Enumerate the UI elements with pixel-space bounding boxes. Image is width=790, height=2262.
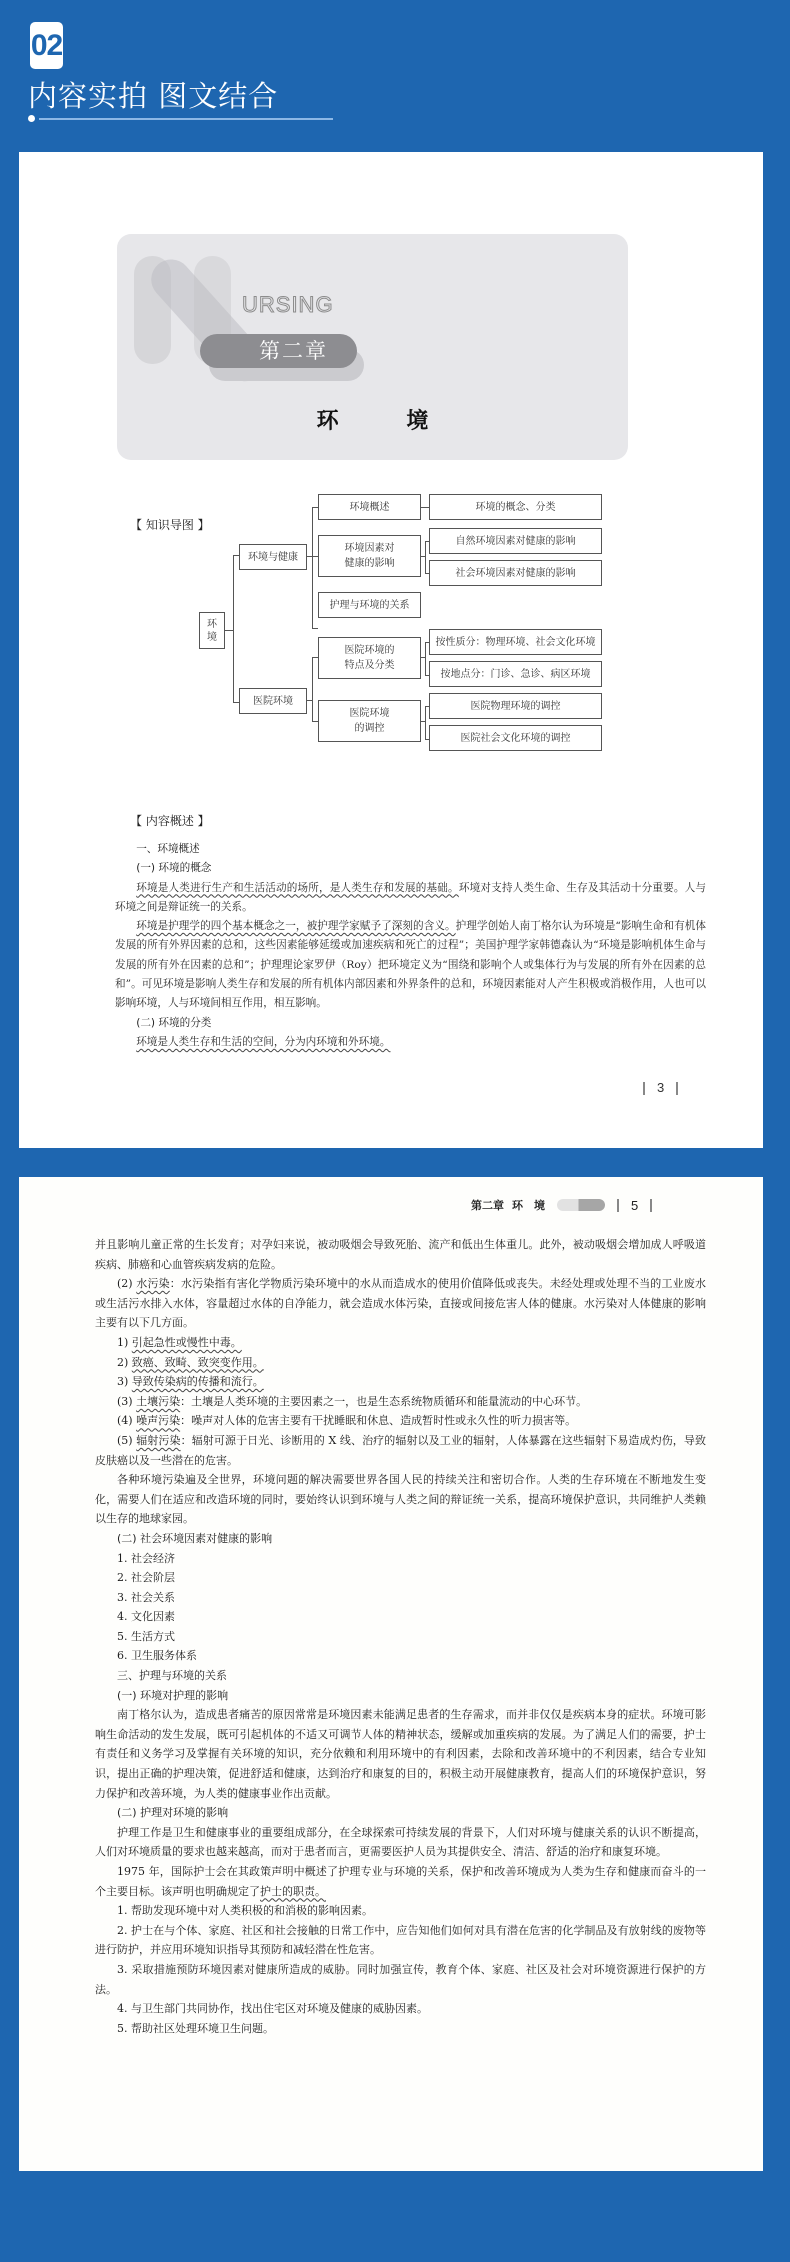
paragraph: 1975 年，国际护士会在其政策声明中概述了护理专业与环境的关系，保护和改善环境成为人类为生存和健康而奋斗的一个主要目标。该声明也明确规定了护士的职责。 (95, 1865, 706, 1898)
highlighted-text: 环境是人类生存和生活的空间，分为内环境和外环境。 (136, 1035, 391, 1048)
mindmap-label: 【 知识导图 】 (130, 518, 210, 532)
heading-level1: 一、环境概述 (136, 843, 200, 855)
paragraph: (5) 辐射污染：辐射可源于日光、诊断用的 X 线、治疗的辐射以及工业的辐射，人体暴露在这些辐射下易造成灼伤，导致皮肤癌以及一些潜在的危害。 (95, 1433, 707, 1467)
paragraph: (3) 土壤污染：土壤是人类环境的主要因素之一，也是生态系统物质循环和能量流动的中心环节。 (117, 1394, 588, 1408)
mindmap-node: 环境因素对健康的影响 (318, 535, 421, 577)
list-item: 6. 卫生服务体系 (117, 1649, 197, 1663)
book-page-3 (19, 152, 763, 1148)
mindmap-leaf: 自然环境因素对健康的影响 (429, 528, 602, 554)
list-item: 1. 社会经济 (117, 1551, 175, 1565)
connector (312, 628, 318, 629)
overview-body (115, 840, 706, 1052)
mindmap-leaf: 按性质分：物理环境、社会文化环境 (429, 629, 602, 655)
list-item: 4. 文化因素 (117, 1610, 175, 1624)
list-item: 1. 帮助发现环境中对人类积极的和消极的影响因素。 (117, 1904, 373, 1918)
list-item: 3. 采取措施预防环境因素对健康所造成的威胁。同时加强宣传，教育个体、家庭、社区及社会对环境资源进行保护的方法。 (95, 1962, 706, 1996)
heading-level2: (一) 环境对护理的影响 (117, 1688, 229, 1702)
connector (425, 541, 426, 573)
connector (421, 721, 425, 722)
mindmap-branch: 医院环境 (239, 688, 307, 714)
title-underline (39, 118, 333, 120)
list-item: 2. 护士在与个体、家庭、社区和社会接触的日常工作中，应告知他们如何对具有潜在危害的化学制品及有放射线的废物等进行防护，并应用环境知识指导其预防和减轻潜在性危害。 (95, 1923, 706, 1957)
mindmap-leaf: 按地点分：门诊、急诊、病区环境 (429, 661, 602, 687)
highlighted-text: 护士的职责。 (260, 1884, 326, 1898)
header-tab-graphic (557, 1199, 605, 1211)
paragraph: (4) 噪声污染：噪声对人体的危害主要有干扰睡眠和休息、造成暂时性或永久性的听力损害等。 (117, 1414, 577, 1428)
list-item: 3) 导致传染病的传播和流行。 (117, 1375, 264, 1389)
chapter-title: 环 境 (316, 409, 459, 434)
list-item: 2) 致癌、致畸、致突变作用。 (117, 1355, 264, 1369)
mindmap-leaf: 医院社会文化环境的调控 (429, 725, 602, 751)
highlighted-text: 环境是护理学的四个基本概念之一，被护理学家赋予了深刻的含义。 (136, 920, 456, 933)
divider (676, 1082, 678, 1095)
mindmap-root: 环境 (199, 612, 225, 649)
mindmap-node: 护理与环境的关系 (318, 592, 421, 618)
section-number-badge: 02 (30, 22, 63, 69)
list-item: 5. 帮助社区处理环境卫生问题。 (117, 2021, 274, 2035)
paragraph: 并且影响儿童正常的生长发育；对孕妇来说，被动吸烟会导致死胎、流产和低出生体重儿。此外，被动吸烟会增加成人呼吸道疾病、肺癌和心血管疾病发病的危险。 (95, 1238, 706, 1271)
paragraph: (2) 水污染：水污染指有害化学物质污染环境中的水从而造成水的使用价值降低或丧失。未经处理或处理不当的工业废水或生活污水排入水体，容量超过水体的自净能力，就会造成水体污染，直接或间接危害人体的健康。水污染对人体健康的影响主要有以下几方面。 (95, 1277, 707, 1330)
heading-level1: 三、护理与环境的关系 (117, 1669, 227, 1683)
list-item: 2. 社会阶层 (117, 1571, 175, 1585)
connector (225, 630, 233, 631)
chapter-label: 第二章 (200, 334, 357, 368)
mindmap-leaf: 环境的概念、分类 (429, 494, 602, 520)
heading-level2: (二) 社会环境因素对健康的影响 (117, 1531, 273, 1545)
paragraph: 环境是护理学的四个基本概念之一，被护理学家赋予了深刻的含义。护理学创始人南丁格尔认为环境是“影响生命和有机体发展的所有外界因素的总和，这些因素能够延缓或加速疾病和死亡的过程”；美国护理学家韩德森认为“环境是影响机体生命与发展的所有外在因素的总和”；护理理论家罗伊（Roy）把环境定义为“围绕和影响个人或集体行为与发展的所有外在因素的总和”。可见环境是影响人类生存和发展的所有机体内部因素和外界条件的总和，环境因素能对人产生积极或消极作用，人也可以影响环境，人与环境间相互作用，相互影响。 (115, 920, 706, 1010)
connector (312, 507, 313, 628)
mindmap-node: 医院环境的特点及分类 (318, 637, 421, 679)
mindmap-leaf: 医院物理环境的调控 (429, 693, 602, 719)
heading-level2: (二) 护理对环境的影响 (117, 1806, 229, 1820)
chapter-banner (117, 234, 628, 460)
divider (643, 1082, 645, 1095)
connector (233, 555, 234, 703)
list-item: 4. 与卫生部门共同协作，找出住宅区对环境及健康的威胁因素。 (117, 2002, 428, 2016)
paragraph: 环境是人类进行生产和生活活动的场所，是人类生存和发展的基础。环境对支持人类生命、生存及其活动十分重要。人与环境之间是辩证统一的关系。 (115, 881, 706, 913)
heading-level2: (二) 环境的分类 (136, 1016, 212, 1029)
list-item: 3. 社会关系 (117, 1590, 175, 1604)
book-page-5 (19, 1177, 763, 2171)
connector (312, 657, 313, 721)
paragraph: 护理工作是卫生和健康事业的重要组成部分，在全球探索可持续发展的背景下，人们对环境与健康关系的认识不断提高，人们对环境质量的要求也越来越高，而对于患者而言，更需要医护人员为其提供安全、清洁、舒适的治疗和康复环境。 (95, 1825, 706, 1859)
highlighted-text: 环境是人类进行生产和生活活动的场所，是人类生存和发展的基础。 (136, 881, 459, 894)
list-item: 1) 引起急性或慢性中毒。 (117, 1335, 242, 1349)
connector (421, 657, 425, 658)
list-item: 5. 生活方式 (117, 1629, 175, 1643)
title-underline-dot (28, 115, 35, 122)
connector (425, 706, 426, 739)
mindmap-node: 医院环境的调控 (318, 700, 421, 742)
connector (421, 507, 429, 508)
heading-level2: (一) 环境的概念 (136, 862, 212, 875)
page2-body (95, 1235, 706, 2038)
paragraph: 南丁格尔认为，造成患者痛苦的原因常常是环境因素未能满足患者的生存需求，而并非仅仅是疾病本身的症状。环境可影响生命活动的发生发展，既可引起机体的不适又可调节人体的精神状态，缓解或加重疾病的发展。为了满足人们的需要，护士有责任和义务学习及掌握有关环境的知识，充分依赖和利用环境中的有利因素，去除和改善环境中的不利因素，结合专业知识，提出正确的护理决策，促进舒适和健康，达到治疗和康复的目的，积极主动开展健康教育，提高人们的环境保护意识，努力保护和改善环境，为人类的健康事业作出贡献。 (95, 1708, 706, 1800)
paragraph: 各种环境污染遍及全世界，环境问题的解决需要世界各国人民的持续关注和密切合作。人类的生存环境在不断地发生变化，需要人们在适应和改造环境的同时，要始终认识到环境与人类之间的辩证统一关系，提高环境保护意识，共同维护人类赖以生存的地球家园。 (95, 1473, 706, 1526)
running-header: 第二章 环 境 5 (471, 1197, 664, 1213)
mindmap-branch: 环境与健康 (239, 544, 307, 570)
connector (307, 700, 312, 701)
nursing-logo-text: URSING (242, 292, 334, 317)
divider (617, 1199, 619, 1212)
connector (425, 642, 426, 675)
page-number: 5 (631, 1197, 639, 1213)
overview-label: 【 内容概述 】 (130, 814, 210, 828)
paragraph (115, 1033, 706, 1052)
mindmap-leaf: 社会环境因素对健康的影响 (429, 560, 602, 586)
mindmap-node: 环境概述 (318, 494, 421, 520)
page-number: 3 (631, 1080, 690, 1095)
section-title: 内容实拍 图文结合 (28, 79, 279, 113)
divider (650, 1199, 652, 1212)
connector (421, 556, 425, 557)
